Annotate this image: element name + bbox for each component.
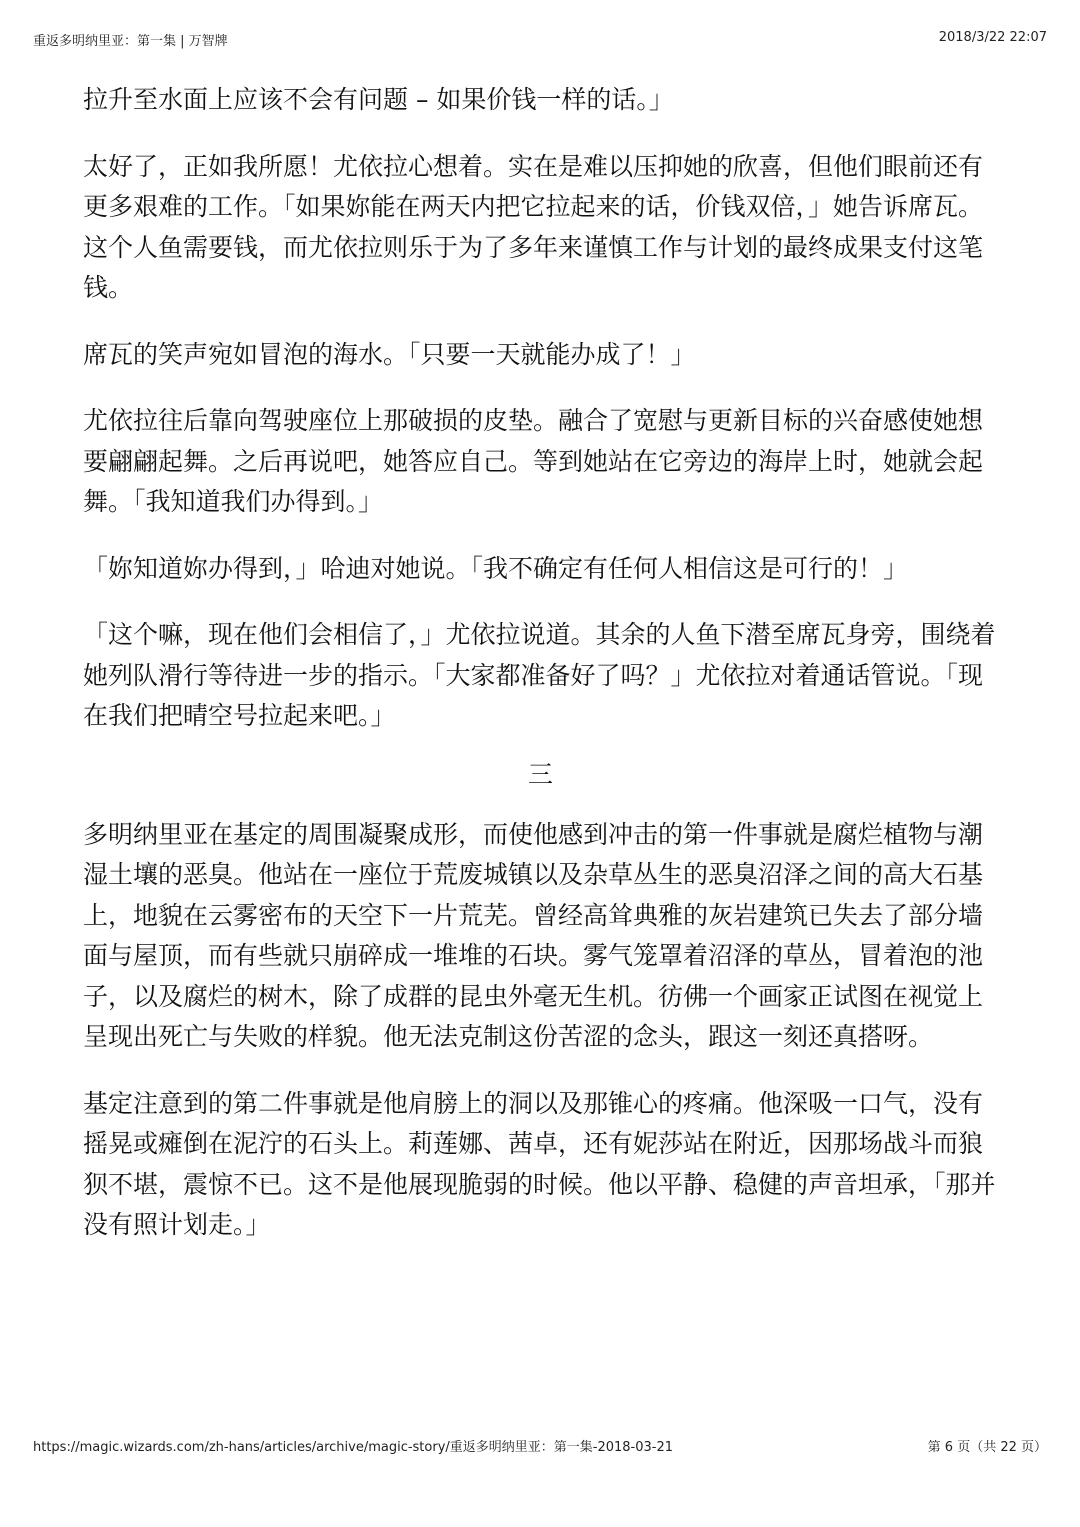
- page-footer: [33, 1436, 1047, 1455]
- header-datetime: 2018/3/22 22:07: [938, 30, 1047, 45]
- header-title: 重返多明纳里亚：第一集 | 万智牌: [33, 34, 228, 49]
- paragraph: 「这个嘛，现在他们会相信了，」尤依拉说道。其余的人鱼下潜至席瓦身旁，围绕着她列队滑行等待进一步的指示。「大家都准备好了吗？」尤依拉对着通话管说。「现在我们把晴空号拉起来吧。」: [83, 620, 996, 730]
- page-header: [33, 30, 1047, 49]
- footer-page-info: 第 6 页（共 22 页）: [927, 1440, 1047, 1455]
- paragraph: 太好了，正如我所愿！尤依拉心想着。实在是难以压抑她的欣喜，但他们眼前还有更多艰难的工作。「如果妳能在两天内把它拉起来的话，价钱双倍，」她告诉席瓦。这个人鱼需要钱，而尤依拉则乐于为了多年来谨慎工作与计划的最终成果支付这笔钱。: [83, 151, 984, 302]
- paragraph: 基定注意到的第二件事就是他肩膀上的洞以及那锥心的疼痛。他深吸一口气，没有摇晃或瘫倒在泥泞的石头上。莉莲娜、茜卓，还有妮莎站在附近，因那场战斗而狼狈不堪，震惊不已。这不是他展现脆弱的时候。他以平静、稳健的声音坦承，「那并没有照计划走。」: [83, 1088, 996, 1239]
- paragraph: 尤依拉往后靠向驾驶座位上那破损的皮垫。融合了宽慰与更新目标的兴奋感使她想要翩翩起舞。之后再说吧，她答应自己。等到她站在它旁边的海岸上时，她就会起舞。「我知道我们办得到。」: [83, 406, 984, 516]
- section-heading: 三: [527, 759, 553, 789]
- footer-url[interactable]: https://magic.wizards.com/zh-hans/articles/archive/magic-story/重返多明纳里亚：第一集-2018-03-21: [33, 1440, 674, 1455]
- paragraph: 多明纳里亚在基定的周围凝聚成形，而使他感到冲击的第一件事就是腐烂植物与潮湿土壤的恶臭。他站在一座位于荒废城镇以及杂草丛生的恶臭沼泽之间的高大石基上，地貌在云雾密布的天空下一片荒芜。曾经高耸典雅的灰岩建筑已失去了部分墙面与屋顶，而有些就只崩碎成一堆堆的石块。雾气笼罩着沼泽的草丛，冒着泡的池子，以及腐烂的树木，除了成群的昆虫外毫无生机。彷佛一个画家正试图在视觉上呈现出死亡与失败的样貌。他无法克制这份苦涩的念头，跟这一刻还真搭呀。: [83, 819, 984, 1051]
- paragraph: 拉升至水面上应该不会有问题 – 如果价钱一样的话。」: [83, 85, 674, 114]
- article-body: [83, 80, 998, 1246]
- paragraph: 席瓦的笑声宛如冒泡的海水。「只要一天就能办成了！」: [83, 339, 696, 369]
- paragraph: 「妳知道妳办得到，」哈迪对她说。「我不确定有任何人相信这是可行的！」: [83, 553, 909, 583]
